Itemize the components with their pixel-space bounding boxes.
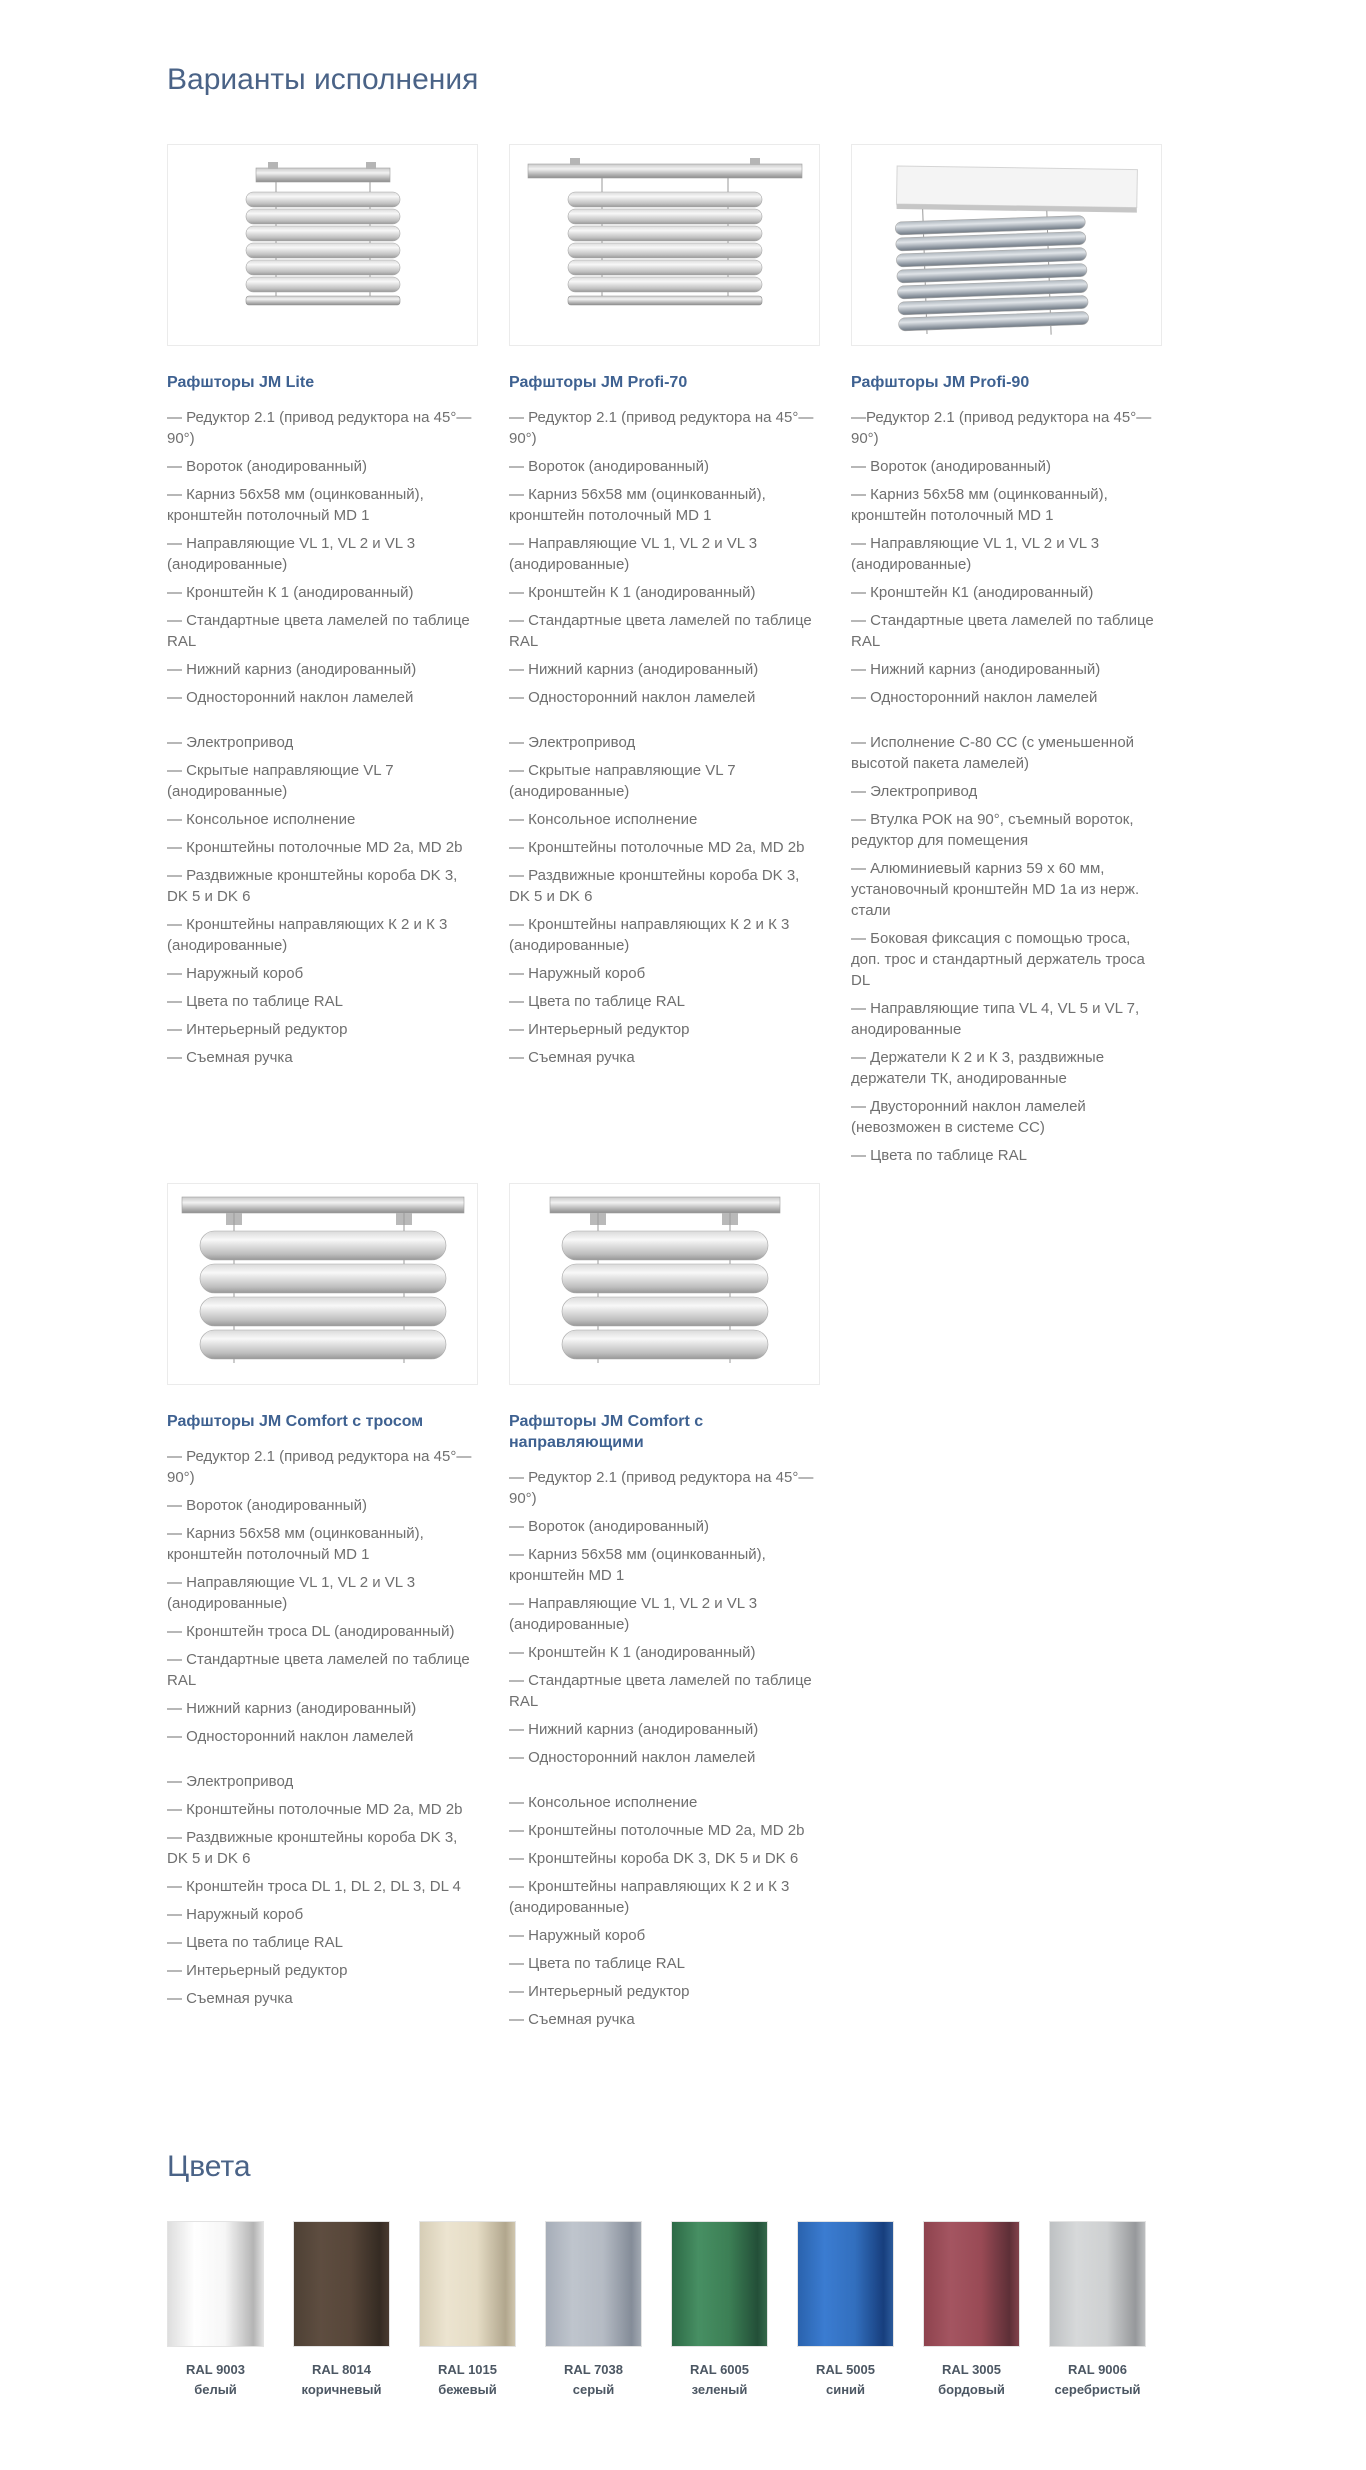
product-title: Рафшторы JM Comfort с направляющими bbox=[509, 1413, 704, 1451]
color-swatch bbox=[797, 2221, 894, 2400]
feature-item: — Электропривод bbox=[851, 783, 978, 800]
feature-item: — Кронштейны направляющих К 2 и К 3 (анодированные) bbox=[167, 916, 448, 954]
product-image-profi90 bbox=[851, 144, 1162, 346]
color-label bbox=[1049, 2360, 1146, 2400]
feature-item: — Односторонний наклон ламелей bbox=[509, 689, 756, 706]
color-swatch bbox=[167, 2221, 264, 2400]
feature-item: — Съемная ручка bbox=[167, 1990, 293, 2007]
feature-list-optional bbox=[167, 732, 478, 1068]
feature-item: — Стандартные цвета ламелей по таблице RAL bbox=[167, 612, 470, 650]
feature-item: — Съемная ручка bbox=[509, 1049, 635, 1066]
feature-item: — Односторонний наклон ламелей bbox=[509, 1749, 756, 1766]
color-name: серый bbox=[572, 2382, 615, 2397]
color-name: бордовый bbox=[938, 2382, 1005, 2397]
color-label bbox=[671, 2360, 768, 2400]
feature-item: — Редуктор 2.1 (привод редуктора на 45°—90°) bbox=[509, 409, 814, 447]
feature-item: — Кронштейны короба DK 3, DK 5 и DK 6 bbox=[509, 1850, 799, 1867]
feature-item: — Кронштейны потолочные MD 2a, MD 2b bbox=[167, 1801, 463, 1818]
feature-item: — Кронштейн К 1 (анодированный) bbox=[509, 584, 756, 601]
feature-item: — Держатели К 2 и К 3, раздвижные держатели ТК, анодированные bbox=[851, 1049, 1105, 1087]
feature-item: — Карниз 56х58 мм (оцинкованный), кронштейн потолочный MD 1 bbox=[509, 486, 766, 524]
product-image-comfort-tros bbox=[167, 1183, 478, 1385]
feature-item: — Съемная ручка bbox=[509, 2011, 635, 2028]
color-name: серебристый bbox=[1054, 2382, 1141, 2397]
color-ral-code: RAL 8014 bbox=[311, 2362, 371, 2377]
feature-list-standard bbox=[167, 1446, 478, 1747]
feature-item: — Односторонний наклон ламелей bbox=[167, 1728, 414, 1745]
color-sample bbox=[923, 2221, 1020, 2347]
feature-item: — Вороток (анодированный) bbox=[509, 1518, 709, 1535]
color-ral-code: RAL 3005 bbox=[941, 2362, 1001, 2377]
feature-item: — Стандартные цвета ламелей по таблице RAL bbox=[167, 1651, 470, 1689]
feature-item: — Боковая фиксация с помощью троса, доп. трос и стандартный держатель троса DL bbox=[851, 930, 1145, 989]
feature-item: — Наружный короб bbox=[509, 965, 646, 982]
feature-item: — Двусторонний наклон ламелей (невозможен в системе СС) bbox=[851, 1098, 1086, 1136]
color-name: коричневый bbox=[301, 2382, 382, 2397]
color-swatch bbox=[1049, 2221, 1146, 2400]
feature-item: — Редуктор 2.1 (привод редуктора на 45°—90°) bbox=[167, 1448, 472, 1486]
feature-list-standard bbox=[167, 407, 478, 708]
feature-item: — Направляющие VL 1, VL 2 и VL 3 (анодированные) bbox=[509, 1595, 758, 1633]
color-ral-code: RAL 5005 bbox=[815, 2362, 875, 2377]
feature-item: — Вороток (анодированный) bbox=[167, 458, 367, 475]
feature-item: — Нижний карниз (анодированный) bbox=[509, 661, 759, 678]
feature-item: — Направляющие VL 1, VL 2 и VL 3 (анодированные) bbox=[167, 535, 416, 573]
feature-item: — Электропривод bbox=[167, 734, 294, 751]
feature-item: — Односторонний наклон ламелей bbox=[167, 689, 414, 706]
feature-list-optional bbox=[509, 1792, 820, 2030]
feature-item: — Консольное исполнение bbox=[509, 1794, 698, 1811]
feature-item: — Кронштейны направляющих К 2 и К 3 (анодированные) bbox=[509, 1878, 790, 1916]
page-content bbox=[167, 62, 1162, 2470]
feature-item: — Стандартные цвета ламелей по таблице RAL bbox=[509, 1672, 812, 1710]
color-sample bbox=[671, 2221, 768, 2347]
feature-list-optional bbox=[509, 732, 820, 1068]
color-swatch bbox=[293, 2221, 390, 2400]
feature-item: — Кронштейны потолочные MD 2a, MD 2b bbox=[509, 839, 805, 856]
feature-item: — Раздвижные кронштейны короба DK 3, DK 5 и DK 6 bbox=[167, 1829, 458, 1867]
feature-item: — Вороток (анодированный) bbox=[167, 1497, 367, 1514]
feature-item: — Интерьерный редуктор bbox=[167, 1021, 348, 1038]
product-title: Рафшторы JM Lite bbox=[167, 374, 315, 391]
color-label bbox=[923, 2360, 1020, 2400]
feature-item: — Интерьерный редуктор bbox=[509, 1983, 690, 2000]
feature-item: — Нижний карниз (анодированный) bbox=[167, 661, 417, 678]
color-ral-code: RAL 7038 bbox=[563, 2362, 623, 2377]
feature-item: — Редуктор 2.1 (привод редуктора на 45°—90°) bbox=[509, 1469, 814, 1507]
color-sample bbox=[293, 2221, 390, 2347]
feature-list-standard bbox=[509, 1467, 820, 1768]
color-ral-code: RAL 9003 bbox=[185, 2362, 245, 2377]
color-label bbox=[167, 2360, 264, 2400]
feature-item: — Раздвижные кронштейны короба DK 3, DK 5 и DK 6 bbox=[509, 867, 800, 905]
product-title: Рафшторы JM Profi-70 bbox=[509, 374, 688, 391]
feature-item: — Электропривод bbox=[167, 1773, 294, 1790]
feature-item: —Редуктор 2.1 (привод редуктора на 45°—90°) bbox=[851, 409, 1152, 447]
feature-item: — Кронштейны потолочные MD 2a, MD 2b bbox=[509, 1822, 805, 1839]
feature-item: — Вороток (анодированный) bbox=[851, 458, 1051, 475]
feature-item: — Скрытые направляющие VL 7 (анодированные) bbox=[509, 762, 736, 800]
color-swatch bbox=[923, 2221, 1020, 2400]
feature-item: — Направляющие VL 1, VL 2 и VL 3 (анодированные) bbox=[509, 535, 758, 573]
color-label bbox=[545, 2360, 642, 2400]
feature-item: — Цвета по таблице RAL bbox=[509, 993, 685, 1010]
color-sample bbox=[167, 2221, 264, 2347]
color-sample bbox=[797, 2221, 894, 2347]
feature-item: — Интерьерный редуктор bbox=[167, 1962, 348, 1979]
product-card bbox=[851, 144, 1162, 1173]
feature-item: — Наружный короб bbox=[167, 965, 304, 982]
color-name: синий bbox=[825, 2382, 866, 2397]
feature-item: — Кронштейны потолочные MD 2a, MD 2b bbox=[167, 839, 463, 856]
feature-item: — Карниз 56х58 мм (оцинкованный), кронштейн потолочный MD 1 bbox=[851, 486, 1108, 524]
feature-item: — Нижний карниз (анодированный) bbox=[851, 661, 1101, 678]
feature-item: — Карниз 56х58 мм (оцинкованный), кронштейн потолочный MD 1 bbox=[167, 486, 424, 524]
color-name: бежевый bbox=[438, 2382, 497, 2397]
color-label bbox=[293, 2360, 390, 2400]
color-sample bbox=[545, 2221, 642, 2347]
product-image-profi70 bbox=[509, 144, 820, 346]
color-ral-code: RAL 1015 bbox=[437, 2362, 497, 2377]
feature-item: — Скрытые направляющие VL 7 (анодированные) bbox=[167, 762, 394, 800]
feature-item: — Цвета по таблице RAL bbox=[167, 1934, 343, 1951]
feature-item: — Односторонний наклон ламелей bbox=[851, 689, 1098, 706]
feature-item: — Стандартные цвета ламелей по таблице RAL bbox=[509, 612, 812, 650]
feature-item: — Цвета по таблице RAL bbox=[851, 1147, 1027, 1164]
feature-item: — Электропривод bbox=[509, 734, 636, 751]
product-card bbox=[167, 1183, 478, 2016]
product-title: Рафшторы JM Profi-90 bbox=[851, 374, 1030, 391]
feature-list-standard bbox=[509, 407, 820, 708]
variants-section-heading: Варианты исполнения bbox=[167, 63, 479, 96]
feature-item: — Стандартные цвета ламелей по таблице RAL bbox=[851, 612, 1154, 650]
feature-item: — Исполнение С-80 СС (с уменьшенной высотой пакета ламелей) bbox=[851, 734, 1135, 772]
product-image-lite bbox=[167, 144, 478, 346]
feature-item: — Направляющие VL 1, VL 2 и VL 3 (анодированные) bbox=[167, 1574, 416, 1612]
feature-list-optional bbox=[851, 732, 1162, 1166]
feature-item: — Редуктор 2.1 (привод редуктора на 45°—90°) bbox=[167, 409, 472, 447]
product-card bbox=[509, 1183, 820, 2037]
color-label bbox=[797, 2360, 894, 2400]
feature-item: — Кронштейн К 1 (анодированный) bbox=[167, 584, 414, 601]
feature-item: — Интерьерный редуктор bbox=[509, 1021, 690, 1038]
feature-item: — Карниз 56х58 мм (оцинкованный), кронштейн потолочный MD 1 bbox=[167, 1525, 424, 1563]
feature-item: — Нижний карниз (анодированный) bbox=[167, 1700, 417, 1717]
feature-item: — Алюминиевый карниз 59 х 60 мм, установочный кронштейн MD 1a из нерж. стали bbox=[851, 860, 1140, 919]
feature-item: — Раздвижные кронштейны короба DK 3, DK 5 и DK 6 bbox=[167, 867, 458, 905]
product-image-comfort-napr bbox=[509, 1183, 820, 1385]
color-ral-code: RAL 6005 bbox=[689, 2362, 749, 2377]
feature-item: — Цвета по таблице RAL bbox=[509, 1955, 685, 1972]
feature-item: — Съемная ручка bbox=[167, 1049, 293, 1066]
color-swatch bbox=[545, 2221, 642, 2400]
feature-item: — Кронштейны направляющих К 2 и К 3 (анодированные) bbox=[509, 916, 790, 954]
feature-item: — Карниз 56х58 мм (оцинкованный), кронштейн MD 1 bbox=[509, 1546, 766, 1584]
color-swatch bbox=[419, 2221, 516, 2400]
feature-item: — Нижний карниз (анодированный) bbox=[509, 1721, 759, 1738]
feature-list-standard bbox=[851, 407, 1162, 708]
color-ral-code: RAL 9006 bbox=[1067, 2362, 1127, 2377]
color-sample bbox=[1049, 2221, 1146, 2347]
feature-item: — Консольное исполнение bbox=[509, 811, 698, 828]
feature-item: — Направляющие VL 1, VL 2 и VL 3 (анодированные) bbox=[851, 535, 1100, 573]
colors-row bbox=[167, 2221, 1162, 2400]
feature-item: — Цвета по таблице RAL bbox=[167, 993, 343, 1010]
product-title: Рафшторы JM Comfort с тросом bbox=[167, 1413, 424, 1430]
feature-item: — Наружный короб bbox=[167, 1906, 304, 1923]
feature-item: — Кронштейн троса DL (анодированный) bbox=[167, 1623, 455, 1640]
color-sample bbox=[419, 2221, 516, 2347]
feature-item: — Наружный короб bbox=[509, 1927, 646, 1944]
colors-section-heading: Цвета bbox=[167, 2150, 251, 2183]
feature-item: — Кронштейн троса DL 1, DL 2, DL 3, DL 4 bbox=[167, 1878, 461, 1895]
products-grid bbox=[167, 144, 1162, 2037]
feature-item: — Направляющие типа VL 4, VL 5 и VL 7, анодированные bbox=[851, 1000, 1140, 1038]
color-name: белый bbox=[194, 2382, 237, 2397]
feature-item: — Консольное исполнение bbox=[167, 811, 356, 828]
color-label bbox=[419, 2360, 516, 2400]
color-swatch bbox=[671, 2221, 768, 2400]
product-card bbox=[509, 144, 820, 1075]
color-name: зеленый bbox=[691, 2382, 748, 2397]
feature-item: — Втулка РОК на 90°, съемный вороток, редуктор для помещения bbox=[851, 811, 1134, 849]
feature-item: — Вороток (анодированный) bbox=[509, 458, 709, 475]
product-card bbox=[167, 144, 478, 1075]
feature-list-optional bbox=[167, 1771, 478, 2009]
feature-item: — Кронштейн К1 (анодированный) bbox=[851, 584, 1094, 601]
feature-item: — Кронштейн К 1 (анодированный) bbox=[509, 1644, 756, 1661]
